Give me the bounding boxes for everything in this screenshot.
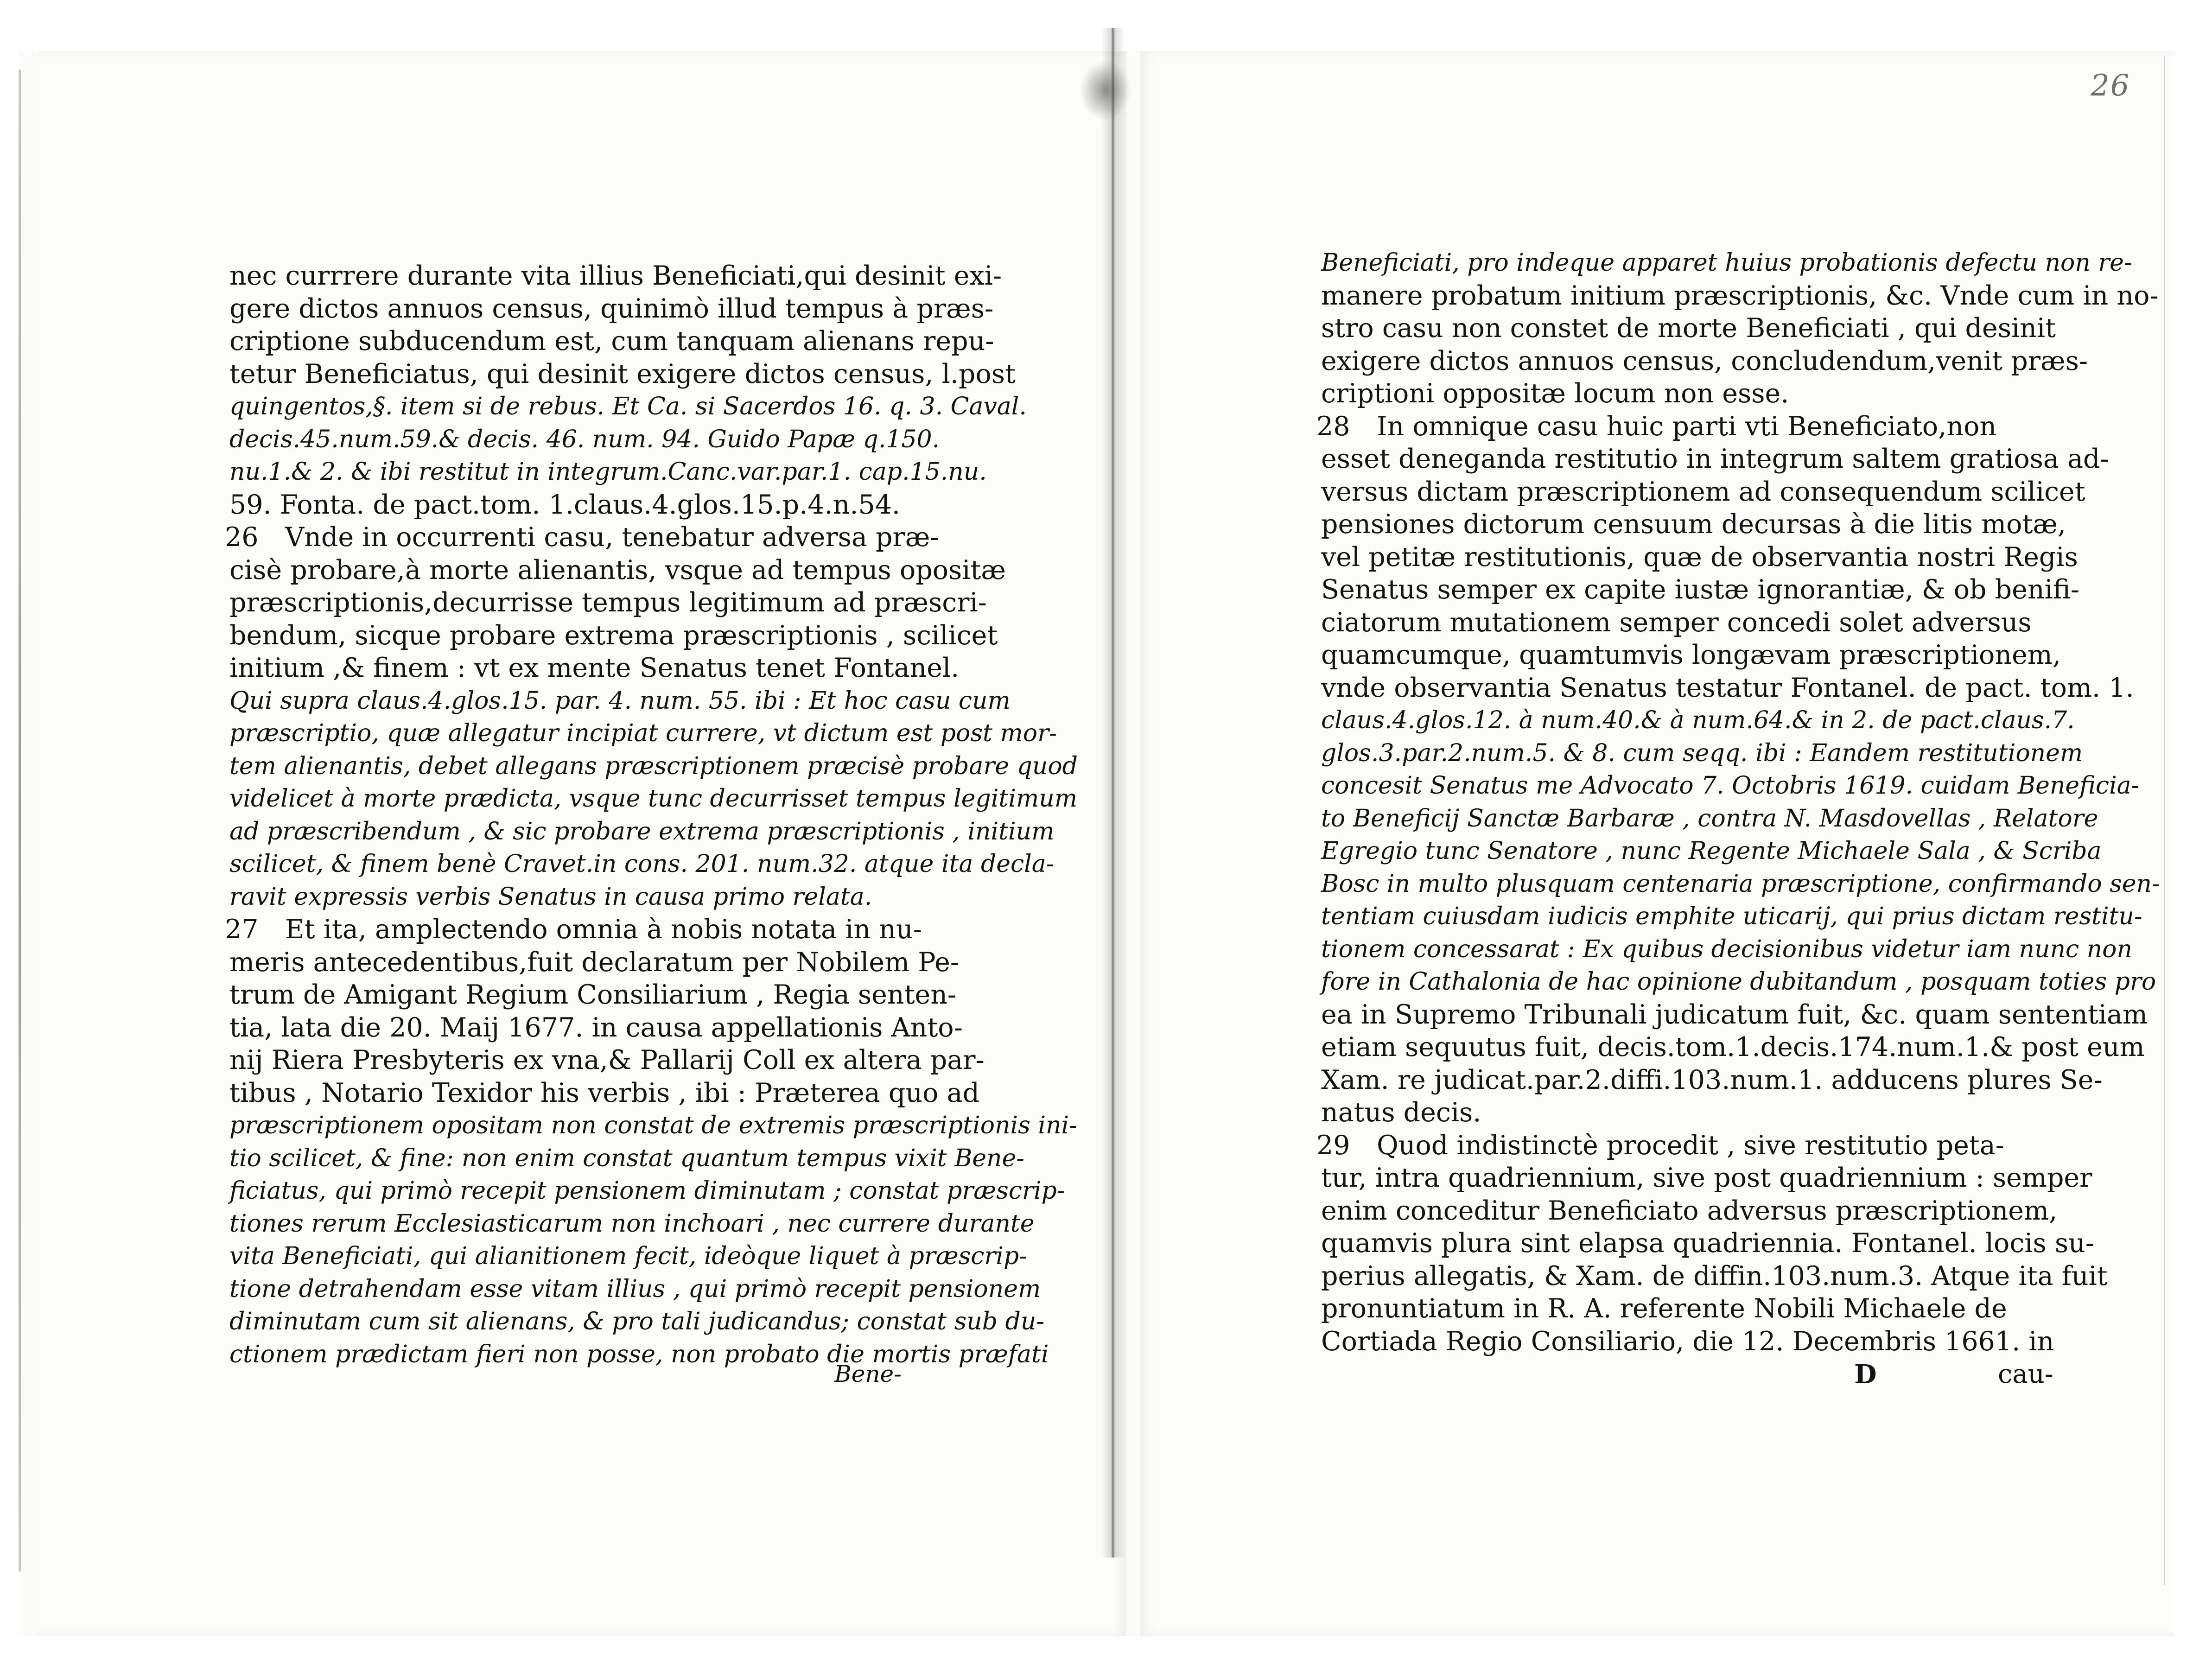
text-line: Vnde in occurrenti casu, tenebatur adversa præ- xyxy=(285,522,939,553)
text-line: ad præscribendum , & sic probare extrema præscriptionis , initium xyxy=(229,817,1055,846)
text-line: nec currrere durante vita illius Beneficiati,qui desinit exi- xyxy=(229,261,1002,291)
text-line: Qui supra claus.4.glos.15. par. 4. num. 55. ibi : Et hoc casu cum xyxy=(229,687,1011,715)
text-line: trum de Amigant Regium Consiliarium , Regia senten- xyxy=(229,979,957,1010)
text-line: fore in Cathalonia de hac opinione dubitandum , posquam toties pro xyxy=(1321,968,2156,996)
paragraph-start xyxy=(225,913,922,946)
text-line: præscriptio, quæ allegatur incipiat currere, vt dictum est post mor- xyxy=(229,719,1057,747)
text-line: Senatus semper ex capite iustæ ignorantiæ, & ob benifi- xyxy=(1321,574,2080,605)
paragraph-number: 27 xyxy=(225,914,259,945)
text-line: bendum, sicque probare extrema præscriptionis , scilicet xyxy=(229,620,998,651)
text-line: perius allegatis, & Xam. de diffin.103.num.3. Atque ita fuit xyxy=(1321,1260,2108,1291)
text-line: scilicet, & finem benè Cravet.in cons. 201. num.32. atque ita decla- xyxy=(229,850,1055,878)
paragraph-number: 28 xyxy=(1316,411,1350,442)
text-line: versus dictam præscriptionem ad consequendum scilicet xyxy=(1321,476,2085,507)
text-line: Et ita, amplectendo omnia à nobis notata in nu- xyxy=(285,914,922,945)
text-line: tetur Beneficiatus, qui desinit exigere dictos census, l.post xyxy=(229,358,1016,389)
text-line: quingentos,§. item si de rebus. Et Ca. si Sacerdos 16. q. 3. Caval. xyxy=(229,393,1027,420)
text-line: Bosc in multo plusquam centenaria præscriptione, confirmando sen- xyxy=(1321,870,2160,898)
book-gutter xyxy=(1101,28,1125,1558)
text-line: enim conceditur Beneficiato adversus præscriptionem, xyxy=(1321,1195,2058,1226)
text-line: concesit Senatus me Advocato 7. Octobris 1619. cuidam Beneficia- xyxy=(1321,772,2140,800)
text-line: ctionem prædictam fieri non posse, non probato die mortis præfati xyxy=(229,1340,1049,1368)
text-line: criptioni oppositæ locum non esse. xyxy=(1321,378,1789,409)
text-line: Cortiada Regio Consiliario, die 12. Decembris 1661. in xyxy=(1321,1326,2054,1357)
text-line: quamcumque, quamtumvis longævam præscriptionem, xyxy=(1321,640,2061,670)
text-line: præscriptionis,decurrisse tempus legitimum ad præscri- xyxy=(229,587,987,618)
text-line: pensiones dictorum censuum decursas à die litis motæ, xyxy=(1321,509,2066,540)
text-line: In omnique casu huic parti vti Beneficiato,non xyxy=(1377,411,1997,442)
text-line: quamvis plura sint elapsa quadriennia. Fontanel. locis su- xyxy=(1321,1228,2095,1259)
text-line: tur, intra quadriennium, sive post quadriennium : semper xyxy=(1321,1163,2092,1193)
text-line: vel petitæ restitutionis, quæ de observantia nostri Regis xyxy=(1321,541,2078,572)
signature-mark: D xyxy=(1854,1359,1877,1390)
text-line: stro casu non constet de morte Beneficiati , qui desinit xyxy=(1321,313,2056,343)
text-line: to Beneficij Sanctæ Barbaræ , contra N. Masdovellas , Relatore xyxy=(1321,804,2098,833)
text-line: criptione subducendum est, cum tanquam alienans repu- xyxy=(229,326,994,356)
text-line: cisè probare,à morte alienantis, vsque ad tempus opositæ xyxy=(229,554,1006,585)
text-line: tem alienantis, debet allegans præscriptionem præcisè probare quod xyxy=(229,752,1078,780)
text-line: decis.45.num.59.& decis. 46. num. 94. Guido Papæ q.150. xyxy=(229,425,940,453)
text-line: vita Beneficiati, qui alianitionem fecit, ideòque liquet à præscrip- xyxy=(229,1242,1027,1270)
left-page-text xyxy=(225,260,1078,1371)
text-line: exigere dictos annuos census, concludendum,venit præs- xyxy=(1321,345,2088,376)
text-line: ravit expressis verbis Senatus in causa primo relata. xyxy=(229,883,872,911)
right-page-edge xyxy=(2164,56,2165,1585)
right-page-text xyxy=(1316,247,2160,1358)
text-line: meris antecedentibus,fuit declaratum per Nobilem Pe- xyxy=(229,947,960,978)
text-line: præscriptionem opositam non constat de extremis præscriptionis ini- xyxy=(229,1112,1077,1139)
paragraph-start xyxy=(1316,1129,2026,1162)
text-line: pronuntiatum in R. A. referente Nobili Michaele de xyxy=(1321,1293,2007,1324)
text-line: 59. Fonta. de pact.tom. 1.claus.4.glos.15.p.4.n.54. xyxy=(229,489,901,520)
text-line: gere dictos annuos census, quinimò illud tempus à præs- xyxy=(229,293,994,324)
binding-mark xyxy=(1080,60,1131,121)
text-line: tione detrahendam esse vitam illius , qui primò recepit pensionem xyxy=(229,1275,1041,1303)
paragraph-start xyxy=(1316,410,2026,443)
text-line: tentiam cuiusdam iudicis emphite uticarij, qui prius dictam restitu- xyxy=(1321,903,2142,930)
paragraph-number: 29 xyxy=(1316,1130,1350,1161)
text-line: Quod indistinctè procedit , sive restitutio peta- xyxy=(1377,1130,2004,1161)
right-catchword: cau- xyxy=(1998,1359,2053,1389)
text-line: ciatorum mutationem semper concedi solet adversus xyxy=(1321,607,2032,638)
text-line: Xam. re judicat.par.2.diffi.103.num.1. adducens plures Se- xyxy=(1321,1064,2103,1095)
text-line: Beneficiati, pro indeque apparet huius probationis defectu non re- xyxy=(1321,249,2132,277)
text-line: nu.1.& 2. & ibi restitut in integrum.Canc.var.par.1. cap.15.nu. xyxy=(229,458,987,486)
text-line: ea in Supremo Tribunali judicatum fuit, &c. quam sententiam xyxy=(1321,999,2148,1030)
text-line: tia, lata die 20. Maij 1677. in causa appellationis Anto- xyxy=(229,1012,963,1043)
paragraph-start xyxy=(225,521,939,554)
text-line: nij Riera Presbyteris ex vna,& Pallarij Coll ex altera par- xyxy=(229,1045,985,1075)
text-line: etiam sequutus fuit, decis.tom.1.decis.174.num.1.& post eum xyxy=(1321,1032,2145,1062)
text-line: tionem concessarat : Ex quibus decisionibus videtur iam nunc non xyxy=(1321,935,2132,963)
text-line: claus.4.glos.12. à num.40.& à num.64.& in 2. de pact.claus.7. xyxy=(1321,706,2075,734)
text-line: glos.3.par.2.num.5. & 8. cum seqq. ibi : Eandem restitutionem xyxy=(1321,739,2083,767)
text-line: Egregio tunc Senatore , nunc Regente Michaele Sala , & Scriba xyxy=(1321,837,2102,865)
text-line: initium ,& finem : vt ex mente Senatus tenet Fontanel. xyxy=(229,653,960,683)
text-line: esset deneganda restitutio in integrum saltem gratiosa ad- xyxy=(1321,444,2109,474)
text-line: manere probatum initium præscriptionis, &c. Vnde cum in no- xyxy=(1321,280,2159,311)
text-line: vnde observantia Senatus testatur Fontanel. de pact. tom. 1. xyxy=(1321,672,2134,703)
folio-number: 26 xyxy=(2091,69,2130,103)
text-line: ficiatus, qui primò recepit pensionem diminutam ; constat præscrip- xyxy=(229,1177,1065,1205)
paragraph-number: 26 xyxy=(225,522,259,553)
text-line: videlicet à morte prædicta, vsque tunc decurrisset tempus legitimum xyxy=(229,785,1078,813)
text-line: diminutam cum sit alienans, & pro tali judicandus; constat sub du- xyxy=(229,1308,1044,1335)
text-line: tio scilicet, & fine: non enim constat quantum tempus vixit Bene- xyxy=(229,1144,1024,1172)
text-line: tiones rerum Ecclesiasticarum non inchoari , nec currere durante xyxy=(229,1209,1035,1238)
text-line: tibus , Notario Texidor his verbis , ibi : Præterea quo ad xyxy=(229,1077,980,1108)
text-line: natus decis. xyxy=(1321,1097,1481,1128)
left-catchword: Bene- xyxy=(834,1361,902,1387)
left-page-edge xyxy=(19,70,21,1571)
